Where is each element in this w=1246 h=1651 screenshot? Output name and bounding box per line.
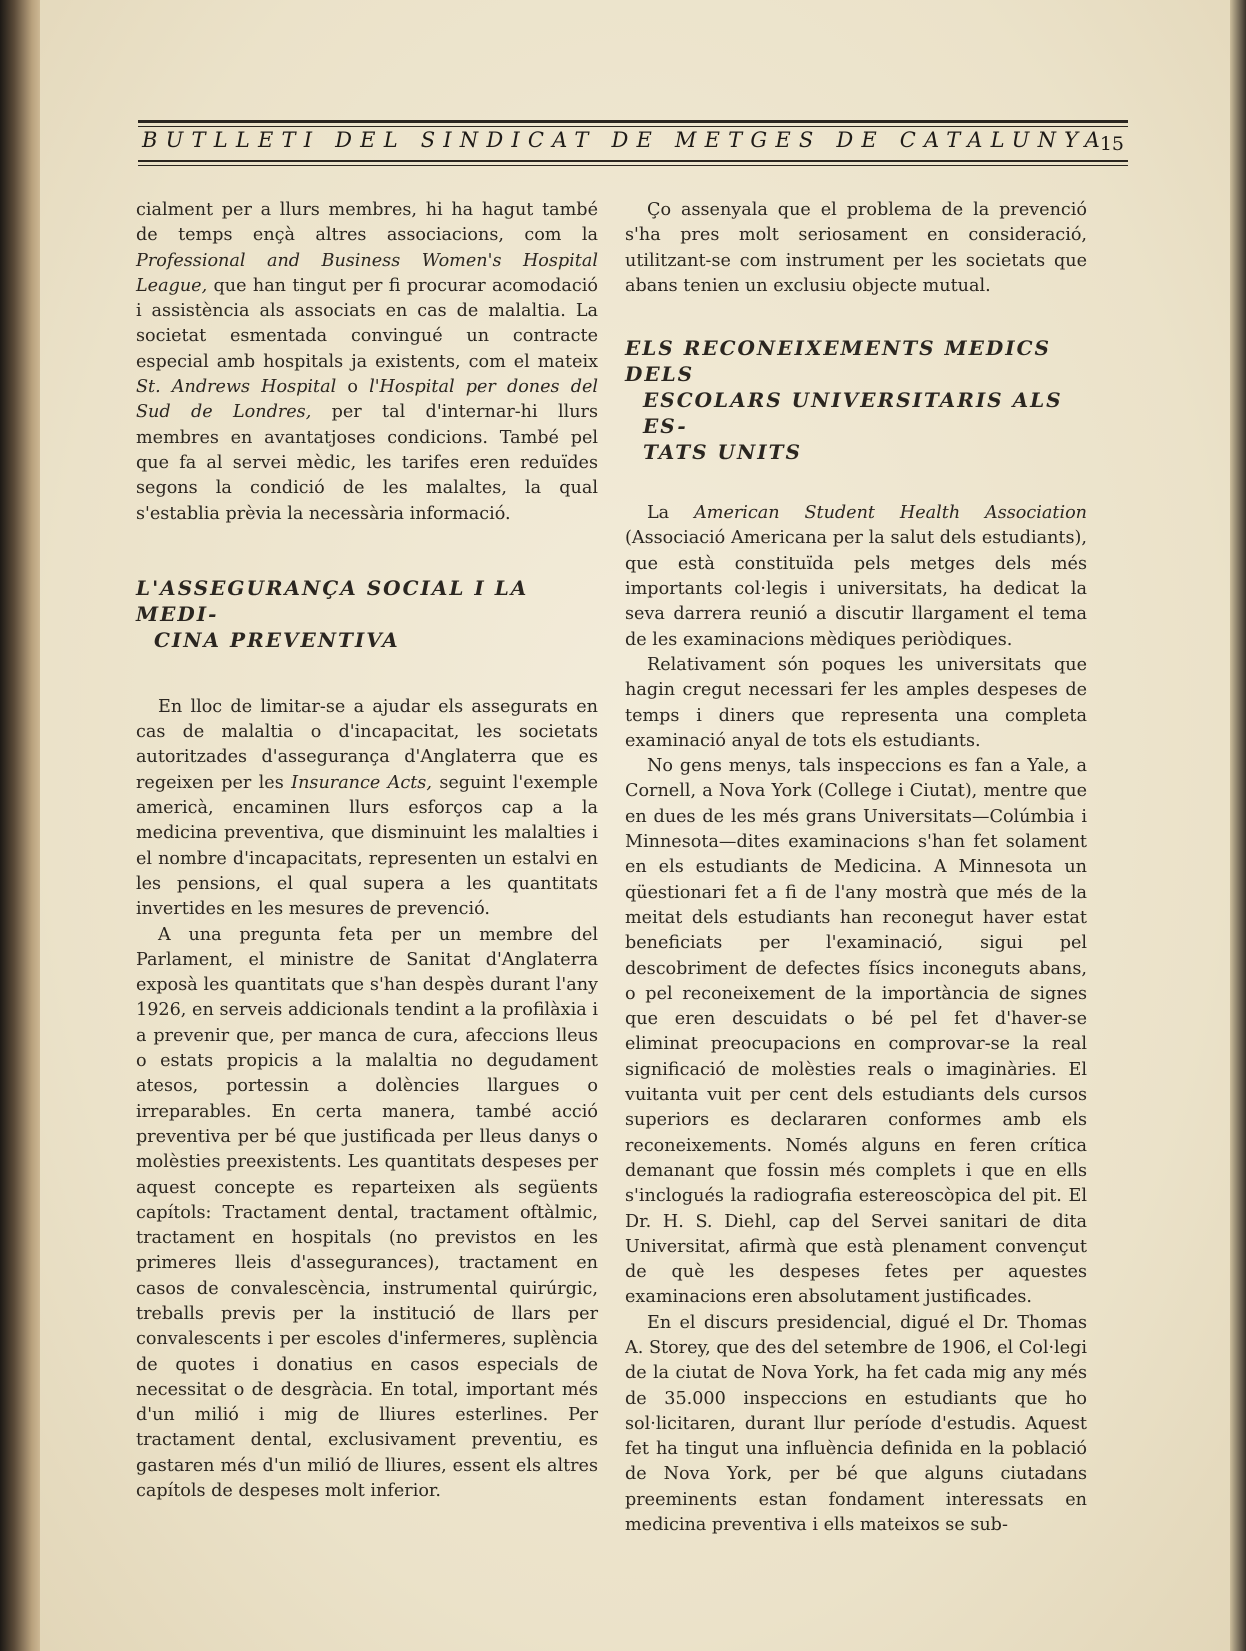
header-rule	[138, 165, 1128, 166]
paragraph	[625, 501, 1087, 653]
text-run: per tal d'internar-hi llurs membres en avantatjoses condicions. També pel que fa al servei mèdic, les tarifes eren reduïdes segons la condició de les malaltes, la qual s'establia prèvia la necessària informació.	[136, 402, 598, 524]
paragraph	[136, 695, 598, 923]
text-run: o	[336, 377, 370, 398]
text-run: seguint l'exemple americà, encaminen llurs esforços cap a la medicina preventiva, que disminuint les malalties i el nombre d'incapacitats, representen un estalvi en les pensions, el qual supera a les quantitats invertides en les mesures de prevenció.	[136, 772, 598, 920]
page-number: 15	[1099, 133, 1124, 155]
text-run: La	[647, 503, 695, 524]
journal-page	[40, 0, 1230, 1651]
header-rule	[138, 120, 1128, 123]
header-rule	[138, 126, 1128, 127]
header-rule	[138, 160, 1128, 162]
italic-text: Insurance Acts,	[291, 772, 432, 793]
right-column	[625, 198, 1087, 1538]
text-run: (Associació Americana per la salut dels estudiants), que està constituïda pels metges dels més importants col·legis i universitats, ha dedicat la seva darrera reunió a discutir llargament el tema de les examinacions mèdiques periòdiques.	[625, 528, 1087, 650]
text-run: que han tingut per fi procurar acomodació i assistència als associats en cas de malaltia. La societat esmentada convingué un contracte especial amb hospitals ja existents, com el mateix	[136, 275, 598, 372]
running-header	[138, 120, 1128, 172]
italic-text: l'Hospital per dones del Sud de Londres,	[136, 377, 599, 423]
paragraph	[136, 198, 598, 527]
journal-title: BUTLLETI DEL SINDICAT DE METGES DE CATALUNYA	[142, 128, 1108, 152]
page-edge	[1230, 0, 1246, 1651]
left-column	[136, 198, 598, 1504]
paragraph: Ço assenyala que el problema de la prevenció s'ha pres molt seriosament en consideració, utilitzant-se com instrument per les societats que abans tenien un exclusiu objecte mutual.	[625, 200, 1087, 296]
heading-line: ELS RECONEIXEMENTS MEDICS DELS	[625, 336, 1051, 387]
heading-line: ESCOLARS UNIVERSITARIS ALS ES-	[643, 388, 1063, 439]
paragraph: Relativament són poques les universitats que hagin cregut necessari fer les amples despeses de temps i diners que representa una completa examinació anyal de tots els estudiants.	[625, 654, 1087, 751]
italic-text: American Student Health Association	[694, 503, 1087, 524]
text-run: cialment per a llurs membres, hi ha hagut també de temps ençà altres associacions, com la	[136, 200, 598, 246]
text-run: En lloc de limitar-se a ajudar els assegurats en cas de malaltia o d'incapacitat, les societats autoritzades d'assegurança d'Anglaterra que es regeixen per les	[136, 696, 598, 793]
book-spine	[0, 0, 40, 1651]
section-heading	[136, 575, 598, 653]
section-heading	[625, 335, 1087, 465]
heading-line: TATS UNITS	[643, 440, 802, 465]
paragraph: En el discurs presidencial, digué el Dr. Thomas A. Storey, que des del setembre de 1906, el Col·legi de la ciutat de Nova York, ha fet cada mig any més de 35.000 inspeccions en estudiants que ho sol·licitaren, durant llur període d'estudis. Aquest fet ha tingut una influència definida en la població de Nova York, per bé que alguns ciutadans preeminents estan fondament interessats en medicina preventiva i ells mateixos se sub-	[625, 1312, 1087, 1536]
italic-text: Professional and Business Women's Hospital League,	[136, 250, 598, 296]
paragraph: A una pregunta feta per un membre del Parlament, el ministre de Sanitat d'Anglaterra exposà les quantitats que s'han despès durant l'any 1926, en serveis addicionals tendint a la profilàxia i a prevenir que, per manca de cura, afeccions lleus o estats propicis a la malaltia no degudament atesos, portessin a dolències llargues o irreparables. En certa manera, també acció preventiva per bé que justificada per lleus danys o molèsties preexistents. Les quantitats despeses per aquest concepte es reparteixen als següents capítols: Tractament dental, tractament oftàlmic, tractament en hospitals (no previstos en les primeres lleis d'assegurances), tractament en casos de convalescència, instrumental quirúrgic, treballs previs per la institució de llars per convalescents i per escoles d'infermeres, suplència de quotes i donatius en casos especials de necessitat o de desgràcia. En total, important més d'un milió i mig de lliures esterlines. Per tractament dental, exclusivament preventiu, es gastaren més d'un milió de lliures, essent els altres capítols de despeses molt inferior.	[136, 924, 598, 1502]
heading-line: CINA PREVENTIVA	[154, 627, 400, 652]
paragraph: No gens menys, tals inspeccions es fan a Yale, a Cornell, a Nova York (College i Ciutat), mentre que en dues de les més grans Universitats—Colúmbia i Minnesota—dites examinacions s'han fet solament en els estudiants de Medicina. A Minnesota un qüestionari fet a fi de l'any mostrà que més de la meitat dels estudiants han reconegut haver estat beneficiats per l'examinació, sigui pel descobriment de defectes físics inconeguts abans, o pel reconeixement de la importància de signes que eren descuidats o bé pel fet d'haver-se eliminat preocupacions en comprovar-se la real significació de molèsties reals o imaginàries. El vuitanta vuit per cent dels estudiants dels cursos superiors es declararen conformes amb els reconeixements. Només alguns en feren crítica demanant que fossin més complets i que en ells s'inclogués la radiografia estereoscòpica del pit. El Dr. H. S. Diehl, cap del Servei sanitari de dita Universitat, afirmà que està plenament convençut de què les despeses fetes per aquestes examinacions eren absolutament justificades.	[625, 756, 1087, 1308]
italic-text: St. Andrews Hospital	[136, 377, 337, 398]
heading-line: L'ASSEGURANÇA SOCIAL I LA MEDI-	[136, 575, 529, 626]
